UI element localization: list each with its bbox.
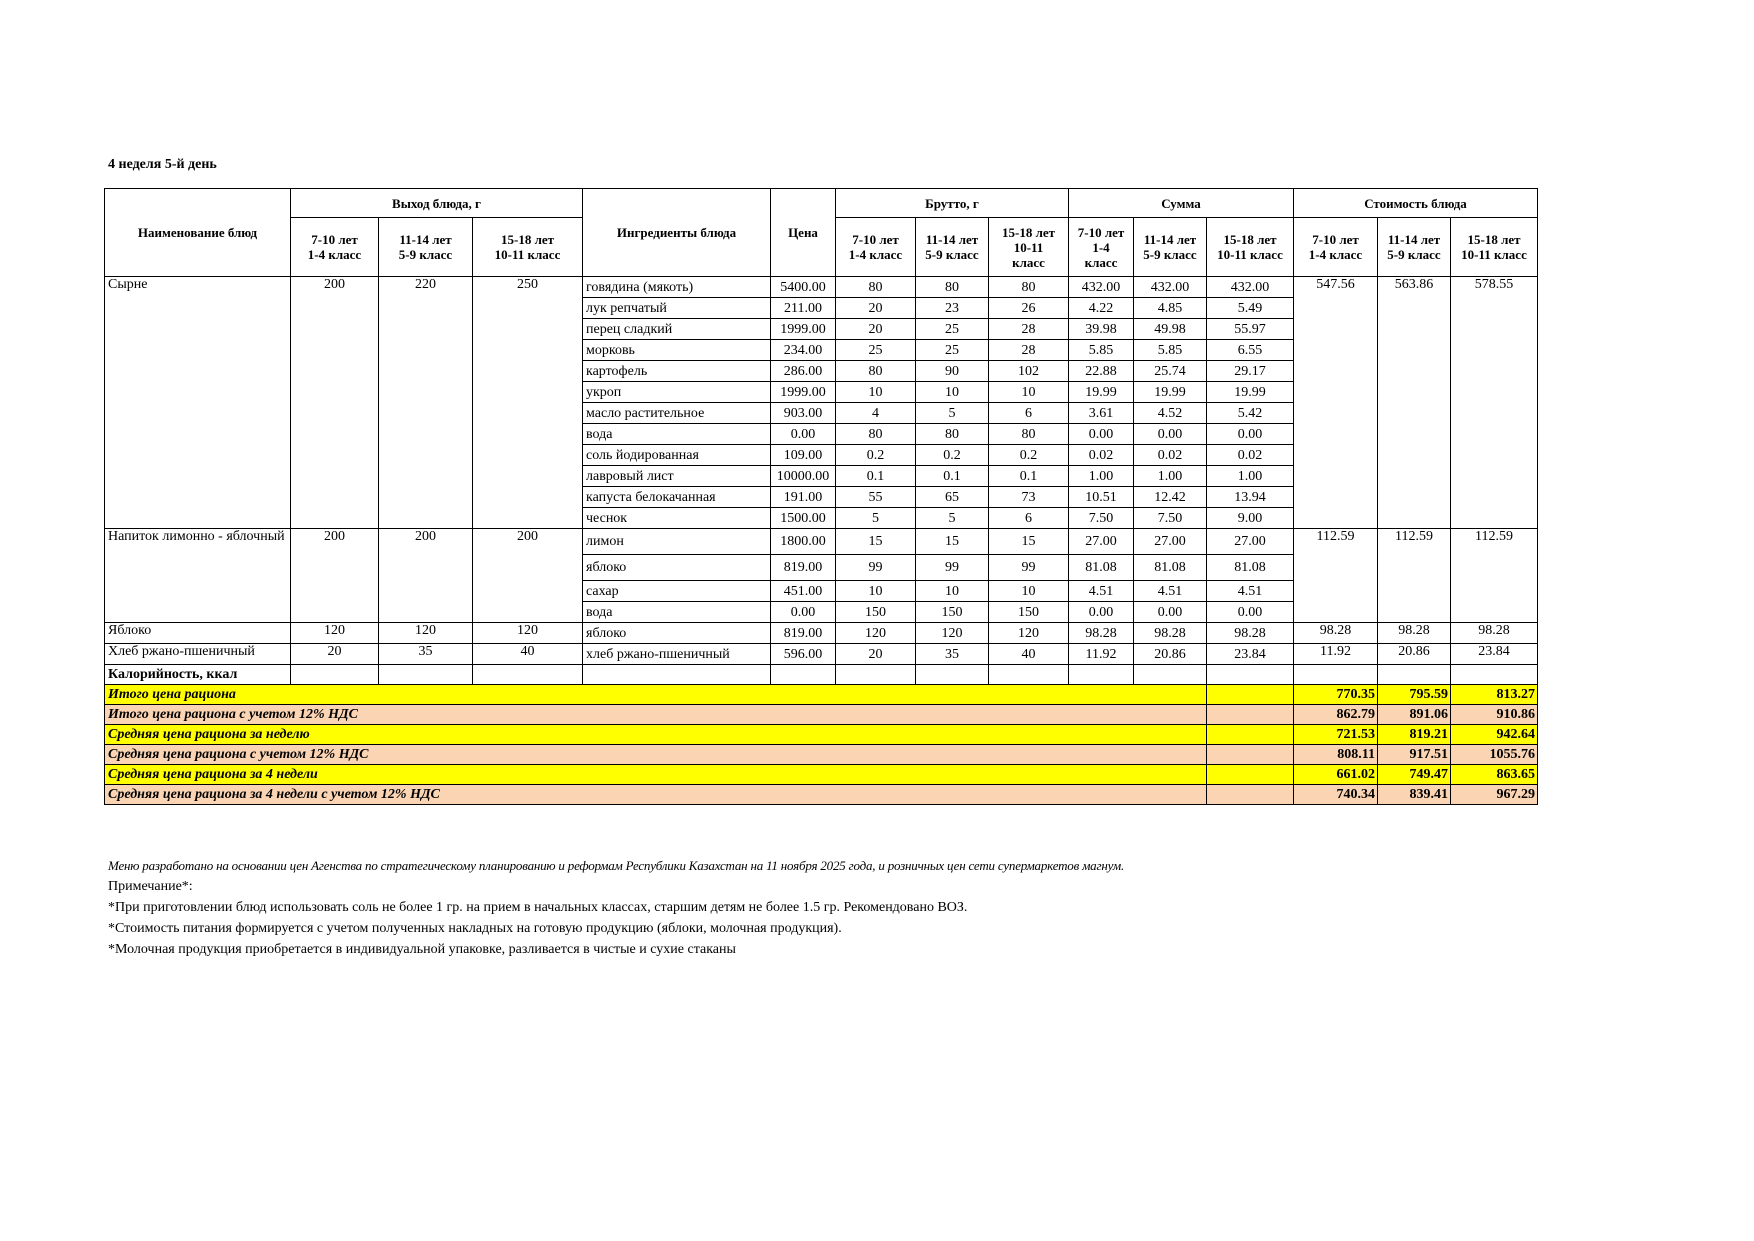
dish-cost-2: 98.28 (1378, 623, 1451, 644)
dish-output-3: 40 (473, 644, 583, 665)
summary-label: Итого цена рациона с учетом 12% НДС (105, 705, 1134, 725)
price-source-note: Меню разработано на основании цен Агенства по стратегическому планированию и реформам Республики Казахстан на 11 ноября 2025 года, и розничных цен сети супермаркетов магнум. (108, 858, 1124, 873)
dish-name: Хлеб ржано-пшеничный (105, 644, 291, 665)
dish-cost-2: 112.59 (1378, 529, 1451, 623)
summary-value-1: 862.79 (1294, 705, 1378, 725)
ingredient-brutto-2: 0.1 (916, 466, 989, 487)
summary-empty (1134, 705, 1207, 725)
ingredient-sum-2: 49.98 (1134, 319, 1207, 340)
ingredient-sum-3: 1.00 (1207, 466, 1294, 487)
calorie-cell (379, 665, 473, 685)
ingredient-brutto-2: 25 (916, 340, 989, 361)
summary-row (105, 765, 1538, 785)
ingredient-sum-2: 20.86 (1134, 644, 1207, 665)
ingredient-sum-2: 5.85 (1134, 340, 1207, 361)
header-row-1 (105, 189, 1538, 218)
dish-output-2: 200 (379, 529, 473, 623)
ingredient-name: масло растительное (583, 403, 771, 424)
ingredient-brutto-2: 15 (916, 529, 989, 555)
ingredient-brutto-1: 80 (836, 361, 916, 382)
ingredient-price: 0.00 (771, 602, 836, 623)
summary-empty (1207, 765, 1294, 785)
dish-cost-1: 112.59 (1294, 529, 1378, 623)
ingredient-brutto-3: 80 (989, 424, 1069, 445)
summary-row (105, 685, 1538, 705)
dish-cost-3: 578.55 (1451, 277, 1538, 529)
dish-cost-2: 563.86 (1378, 277, 1451, 529)
ingredient-price: 211.00 (771, 298, 836, 319)
ingredient-sum-3: 432.00 (1207, 277, 1294, 298)
dish-name: Яблоко (105, 623, 291, 644)
calorie-cell (1207, 665, 1294, 685)
header-sum-group: Сумма (1069, 189, 1294, 218)
dish-output-1: 200 (291, 277, 379, 529)
notes-heading: Примечание*: (108, 879, 193, 894)
ingredient-sum-1: 0.02 (1069, 445, 1134, 466)
ingredient-brutto-2: 65 (916, 487, 989, 508)
ingredient-brutto-1: 20 (836, 319, 916, 340)
ingredient-price: 286.00 (771, 361, 836, 382)
ingredient-brutto-3: 102 (989, 361, 1069, 382)
ingredient-brutto-3: 28 (989, 340, 1069, 361)
ingredient-sum-3: 23.84 (1207, 644, 1294, 665)
ingredient-sum-3: 0.02 (1207, 445, 1294, 466)
ingredient-price: 596.00 (771, 644, 836, 665)
summary-value-1: 721.53 (1294, 725, 1378, 745)
summary-value-2: 749.47 (1378, 765, 1451, 785)
ingredient-sum-3: 19.99 (1207, 382, 1294, 403)
ingredient-sum-1: 27.00 (1069, 529, 1134, 555)
header-output-age-2: 11-14 лет 5-9 класс (379, 218, 473, 277)
ingredient-sum-2: 4.51 (1134, 581, 1207, 602)
ingredient-sum-3: 6.55 (1207, 340, 1294, 361)
calorie-cell (989, 665, 1069, 685)
summary-value-3: 1055.76 (1451, 745, 1538, 765)
dish-name: Сырне (105, 277, 291, 529)
calorie-cell (583, 665, 771, 685)
ingredient-price: 5400.00 (771, 277, 836, 298)
dish-cost-3: 112.59 (1451, 529, 1538, 623)
ingredient-name: хлеб ржано-пшеничный (583, 644, 771, 665)
ingredient-sum-2: 98.28 (1134, 623, 1207, 644)
ingredient-price: 1800.00 (771, 529, 836, 555)
calorie-cell (291, 665, 379, 685)
ingredient-price: 1999.00 (771, 319, 836, 340)
ingredient-row (105, 529, 1538, 555)
dish-output-1: 200 (291, 529, 379, 623)
summary-empty (1207, 685, 1294, 705)
ingredient-brutto-2: 35 (916, 644, 989, 665)
ingredient-brutto-3: 6 (989, 508, 1069, 529)
summary-label: Средняя цена рациона за неделю (105, 725, 1134, 745)
header-sum-age-1: 7-10 лет 1-4 класс (1069, 218, 1134, 277)
dish-output-2: 120 (379, 623, 473, 644)
header-cost-group: Стоимость блюда (1294, 189, 1538, 218)
dish-output-3: 120 (473, 623, 583, 644)
calorie-cell (1134, 665, 1207, 685)
summary-label: Средняя цена рациона с учетом 12% НДС (105, 745, 1134, 765)
ingredient-brutto-3: 10 (989, 382, 1069, 403)
ingredient-sum-1: 432.00 (1069, 277, 1134, 298)
ingredient-sum-2: 0.00 (1134, 424, 1207, 445)
ingredient-price: 109.00 (771, 445, 836, 466)
ingredient-price: 451.00 (771, 581, 836, 602)
ingredient-price: 819.00 (771, 555, 836, 581)
ingredient-sum-3: 29.17 (1207, 361, 1294, 382)
ingredient-name: соль йодированная (583, 445, 771, 466)
ingredient-sum-2: 7.50 (1134, 508, 1207, 529)
ingredient-brutto-1: 20 (836, 644, 916, 665)
summary-value-1: 661.02 (1294, 765, 1378, 785)
ingredient-brutto-3: 0.2 (989, 445, 1069, 466)
ingredient-sum-2: 19.99 (1134, 382, 1207, 403)
page-title: 4 неделя 5-й день (108, 157, 217, 172)
ingredient-sum-2: 4.52 (1134, 403, 1207, 424)
menu-body (105, 277, 1538, 805)
summary-row (105, 785, 1538, 805)
ingredient-sum-3: 0.00 (1207, 602, 1294, 623)
ingredient-price: 819.00 (771, 623, 836, 644)
summary-value-2: 819.21 (1378, 725, 1451, 745)
note-item: *Стоимость питания формируется с учетом полученных накладных на готовую продукцию (яблоки, молочная продукция). (108, 921, 842, 936)
ingredient-sum-2: 0.02 (1134, 445, 1207, 466)
summary-row (105, 725, 1538, 745)
ingredient-brutto-3: 40 (989, 644, 1069, 665)
summary-label: Средняя цена рациона за 4 недели (105, 765, 1134, 785)
ingredient-sum-3: 0.00 (1207, 424, 1294, 445)
dish-cost-2: 20.86 (1378, 644, 1451, 665)
calorie-cell (771, 665, 836, 685)
ingredient-brutto-2: 10 (916, 581, 989, 602)
dish-cost-3: 98.28 (1451, 623, 1538, 644)
ingredient-sum-3: 9.00 (1207, 508, 1294, 529)
summary-value-3: 863.65 (1451, 765, 1538, 785)
ingredient-sum-2: 4.85 (1134, 298, 1207, 319)
ingredient-price: 903.00 (771, 403, 836, 424)
summary-label: Средняя цена рациона за 4 недели с учетом 12% НДС (105, 785, 1134, 805)
ingredient-sum-1: 22.88 (1069, 361, 1134, 382)
ingredient-sum-2: 81.08 (1134, 555, 1207, 581)
ingredient-brutto-2: 90 (916, 361, 989, 382)
ingredient-sum-3: 27.00 (1207, 529, 1294, 555)
ingredient-brutto-2: 23 (916, 298, 989, 319)
ingredient-brutto-3: 120 (989, 623, 1069, 644)
summary-value-1: 740.34 (1294, 785, 1378, 805)
summary-value-2: 795.59 (1378, 685, 1451, 705)
summary-value-3: 910.86 (1451, 705, 1538, 725)
dish-output-1: 120 (291, 623, 379, 644)
ingredient-sum-2: 1.00 (1134, 466, 1207, 487)
ingredient-sum-3: 13.94 (1207, 487, 1294, 508)
ingredient-name: вода (583, 424, 771, 445)
ingredient-brutto-2: 80 (916, 277, 989, 298)
calorie-cell (1451, 665, 1538, 685)
summary-value-3: 967.29 (1451, 785, 1538, 805)
ingredient-brutto-1: 10 (836, 382, 916, 403)
ingredient-name: яблоко (583, 555, 771, 581)
summary-empty (1134, 685, 1207, 705)
ingredient-brutto-1: 80 (836, 424, 916, 445)
ingredient-brutto-2: 5 (916, 403, 989, 424)
ingredient-brutto-1: 25 (836, 340, 916, 361)
ingredient-brutto-2: 0.2 (916, 445, 989, 466)
summary-value-1: 808.11 (1294, 745, 1378, 765)
calorie-cell (916, 665, 989, 685)
ingredient-sum-3: 5.49 (1207, 298, 1294, 319)
ingredient-sum-1: 11.92 (1069, 644, 1134, 665)
ingredient-brutto-2: 99 (916, 555, 989, 581)
header-cost-age-2: 11-14 лет 5-9 класс (1378, 218, 1451, 277)
calorie-cell (836, 665, 916, 685)
ingredient-brutto-3: 150 (989, 602, 1069, 623)
summary-value-3: 942.64 (1451, 725, 1538, 745)
ingredient-brutto-1: 0.2 (836, 445, 916, 466)
ingredient-sum-1: 39.98 (1069, 319, 1134, 340)
header-sum-age-3: 15-18 лет 10-11 класс (1207, 218, 1294, 277)
ingredient-brutto-3: 0.1 (989, 466, 1069, 487)
ingredient-sum-1: 4.51 (1069, 581, 1134, 602)
calorie-cell (1294, 665, 1378, 685)
header-brutto-age-3: 15-18 лет 10-11 класс (989, 218, 1069, 277)
summary-value-2: 839.41 (1378, 785, 1451, 805)
dish-cost-1: 547.56 (1294, 277, 1378, 529)
header-ingredients: Ингредиенты блюда (583, 189, 771, 277)
calorie-label: Калорийность, ккал (105, 665, 291, 685)
dish-output-3: 200 (473, 529, 583, 623)
dish-output-1: 20 (291, 644, 379, 665)
ingredient-sum-3: 81.08 (1207, 555, 1294, 581)
ingredient-name: вода (583, 602, 771, 623)
ingredient-name: капуста белокачанная (583, 487, 771, 508)
ingredient-price: 234.00 (771, 340, 836, 361)
header-brutto-group: Брутто, г (836, 189, 1069, 218)
header-output-age-3: 15-18 лет 10-11 класс (473, 218, 583, 277)
summary-value-3: 813.27 (1451, 685, 1538, 705)
ingredient-brutto-1: 5 (836, 508, 916, 529)
ingredient-brutto-3: 28 (989, 319, 1069, 340)
calorie-cell (1378, 665, 1451, 685)
notes-section (108, 855, 1124, 960)
ingredient-price: 10000.00 (771, 466, 836, 487)
ingredient-name: яблоко (583, 623, 771, 644)
ingredient-brutto-1: 10 (836, 581, 916, 602)
ingredient-brutto-1: 120 (836, 623, 916, 644)
ingredient-price: 1500.00 (771, 508, 836, 529)
ingredient-sum-1: 3.61 (1069, 403, 1134, 424)
ingredient-price: 1999.00 (771, 382, 836, 403)
summary-empty (1207, 725, 1294, 745)
ingredient-name: перец сладкий (583, 319, 771, 340)
ingredient-sum-1: 0.00 (1069, 424, 1134, 445)
calorie-row (105, 665, 1538, 685)
ingredient-price: 0.00 (771, 424, 836, 445)
note-item: *При приготовлении блюд использовать соль не более 1 гр. на прием в начальных классах, старшим детям не более 1.5 гр. Рекомендовано ВОЗ. (108, 900, 968, 915)
ingredient-name: лавровый лист (583, 466, 771, 487)
dish-cost-1: 11.92 (1294, 644, 1378, 665)
ingredient-sum-1: 98.28 (1069, 623, 1134, 644)
ingredient-sum-3: 55.97 (1207, 319, 1294, 340)
ingredient-brutto-2: 150 (916, 602, 989, 623)
header-brutto-age-2: 11-14 лет 5-9 класс (916, 218, 989, 277)
ingredient-name: морковь (583, 340, 771, 361)
ingredient-sum-1: 5.85 (1069, 340, 1134, 361)
ingredient-sum-3: 98.28 (1207, 623, 1294, 644)
ingredient-sum-1: 7.50 (1069, 508, 1134, 529)
ingredient-sum-1: 81.08 (1069, 555, 1134, 581)
ingredient-brutto-1: 150 (836, 602, 916, 623)
ingredient-brutto-2: 5 (916, 508, 989, 529)
summary-label: Итого цена рациона (105, 685, 1134, 705)
ingredient-row (105, 623, 1538, 644)
summary-empty (1207, 785, 1294, 805)
ingredient-sum-3: 4.51 (1207, 581, 1294, 602)
ingredient-sum-3: 5.42 (1207, 403, 1294, 424)
ingredient-name: картофель (583, 361, 771, 382)
note-item: *Молочная продукция приобретается в индивидуальной упаковке, разливается в чистые и сухие стаканы (108, 942, 736, 957)
summary-empty (1134, 725, 1207, 745)
ingredient-sum-1: 4.22 (1069, 298, 1134, 319)
ingredient-brutto-1: 0.1 (836, 466, 916, 487)
dish-cost-3: 23.84 (1451, 644, 1538, 665)
dish-output-3: 250 (473, 277, 583, 529)
ingredient-name: чеснок (583, 508, 771, 529)
ingredient-row (105, 277, 1538, 298)
summary-empty (1134, 745, 1207, 765)
ingredient-brutto-1: 15 (836, 529, 916, 555)
ingredient-sum-2: 27.00 (1134, 529, 1207, 555)
ingredient-brutto-3: 99 (989, 555, 1069, 581)
ingredient-name: укроп (583, 382, 771, 403)
ingredient-name: лук репчатый (583, 298, 771, 319)
ingredient-sum-2: 0.00 (1134, 602, 1207, 623)
summary-value-2: 891.06 (1378, 705, 1451, 725)
dish-cost-1: 98.28 (1294, 623, 1378, 644)
header-sum-age-2: 11-14 лет 5-9 класс (1134, 218, 1207, 277)
ingredient-sum-2: 432.00 (1134, 277, 1207, 298)
dish-output-2: 220 (379, 277, 473, 529)
ingredient-sum-1: 1.00 (1069, 466, 1134, 487)
ingredient-price: 191.00 (771, 487, 836, 508)
ingredient-name: сахар (583, 581, 771, 602)
ingredient-brutto-2: 120 (916, 623, 989, 644)
ingredient-sum-1: 19.99 (1069, 382, 1134, 403)
header-output-age-1: 7-10 лет 1-4 класс (291, 218, 379, 277)
header-price: Цена (771, 189, 836, 277)
ingredient-brutto-3: 73 (989, 487, 1069, 508)
dish-name: Напиток лимонно - яблочный (105, 529, 291, 623)
ingredient-brutto-3: 6 (989, 403, 1069, 424)
header-cost-age-1: 7-10 лет 1-4 класс (1294, 218, 1378, 277)
summary-empty (1207, 745, 1294, 765)
ingredient-sum-2: 12.42 (1134, 487, 1207, 508)
summary-value-2: 917.51 (1378, 745, 1451, 765)
menu-table (104, 188, 1538, 805)
summary-empty (1207, 705, 1294, 725)
ingredient-brutto-2: 80 (916, 424, 989, 445)
dish-output-2: 35 (379, 644, 473, 665)
ingredient-name: говядина (мякоть) (583, 277, 771, 298)
header-dish-name: Наименование блюд (105, 189, 291, 277)
summary-value-1: 770.35 (1294, 685, 1378, 705)
ingredient-row (105, 644, 1538, 665)
ingredient-sum-1: 0.00 (1069, 602, 1134, 623)
calorie-cell (1069, 665, 1134, 685)
header-output-group: Выход блюда, г (291, 189, 583, 218)
ingredient-sum-2: 25.74 (1134, 361, 1207, 382)
summary-row (105, 705, 1538, 725)
summary-empty (1134, 765, 1207, 785)
ingredient-brutto-2: 25 (916, 319, 989, 340)
ingredient-brutto-1: 20 (836, 298, 916, 319)
header-brutto-age-1: 7-10 лет 1-4 класс (836, 218, 916, 277)
ingredient-brutto-3: 15 (989, 529, 1069, 555)
summary-row (105, 745, 1538, 765)
header-cost-age-3: 15-18 лет 10-11 класс (1451, 218, 1538, 277)
ingredient-brutto-3: 80 (989, 277, 1069, 298)
ingredient-sum-1: 10.51 (1069, 487, 1134, 508)
calorie-cell (473, 665, 583, 685)
ingredient-name: лимон (583, 529, 771, 555)
ingredient-brutto-1: 4 (836, 403, 916, 424)
ingredient-brutto-3: 26 (989, 298, 1069, 319)
ingredient-brutto-3: 10 (989, 581, 1069, 602)
ingredient-brutto-1: 99 (836, 555, 916, 581)
ingredient-brutto-1: 80 (836, 277, 916, 298)
ingredient-brutto-1: 55 (836, 487, 916, 508)
summary-empty (1134, 785, 1207, 805)
ingredient-brutto-2: 10 (916, 382, 989, 403)
